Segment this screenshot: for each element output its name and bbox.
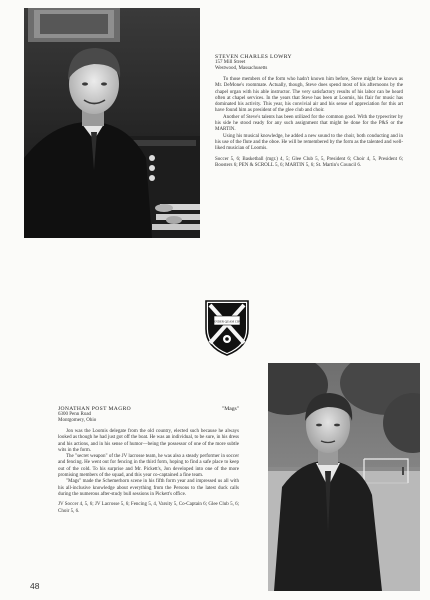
- student-photo-lowry: [24, 8, 200, 238]
- bio-paragraph: The "secret weapon" of the JV lacrosse team, he was also a steady performer in soccer and fencing. He went out for fencing in the third form, hoping to find a safe place to keep out of the cold. To his surprise and Mr. Pickett's, Jon developed into one of the more promising members of the squad, and this year co-captained a fine team.: [58, 454, 239, 479]
- activities-list: Soccer 5, 6; Basketball (mgr.) 4, 5; Glee Club 5, 5, President 6; Choir 4, 5, President 6; Boosters 6; PEN & SCROLL 5, 6; MARTIN 5, 6; St. Martin's Council 6.: [215, 156, 403, 168]
- student-photo-magro: [268, 363, 420, 591]
- address-street: 6300 Penn Road: [58, 412, 92, 417]
- bio-paragraph: "Mags" made the Schemerhorn scene in his fifth form year and impressed us all with his all-inclusive knowledge about everything from the Persons to the latest duck calls during the numerous after-study bull sessions in Pickett's office.: [58, 479, 239, 497]
- address-city: Westwood, Massachusetts: [215, 66, 268, 71]
- organ-photo-illustration: [24, 8, 200, 238]
- bio-paragraph: To those members of the form who hadn't known him before, Steve might be known as Mr. DeMone's roommate. Actually, though, Steve does spend most of his afternoons by the chapel organ with his able instructor. The very satisfactory results of his labor can be heard often at chapel services. In the years that Steve has been at Loomis, his flair for music has dominated his activity. This year, his convivial air and his sense of appreciation for this art have found him as president of the glee club and choir.: [215, 77, 403, 114]
- nickname: "Mags": [222, 406, 239, 412]
- address-city: Montgomery, Ohio: [58, 418, 97, 423]
- student-name: STEVEN CHARLES LOWRY: [215, 54, 292, 60]
- bio-paragraph: Another of Steve's talents has been utilized for the common good. With the typewriter by his side he stood ready for any such assignment that might be done for the P&S or the MARTIN.: [215, 114, 403, 133]
- shield-icon: [204, 299, 250, 357]
- page-number: 48: [30, 581, 40, 591]
- address-street: 157 Mill Street: [215, 60, 246, 65]
- student-name: JONATHAN POST MAGRO: [58, 406, 132, 412]
- bio-paragraph: Jon was the Loomis delegate from the old country, elected such because he always looked as though he had just got off the boat. He was an individual, to be sure, in his dress and his actions, and in his sense of humor—being the possessor of one of the more subtle wits in the form.: [58, 429, 239, 453]
- activities-list: JV Soccer 4, 5, 6; JV Lacrosse 5, 6; Fencing 5, 4, Varsity 5, Co-Captain 6; Glee Club 5, 6; Choir 5, 6.: [58, 502, 239, 514]
- crest-motto: INTENDER QUAM CIPERE: [208, 319, 246, 324]
- bio-lowry: [215, 54, 403, 169]
- outdoor-photo-illustration: [268, 363, 420, 591]
- bio-paragraph: Using his musical knowledge, he added a new sound to the choir, both conducting and in his use of the flute and the oboe. He will be remembered by the form as the talented and well-liked musician of Loomis.: [215, 133, 403, 152]
- school-crest: [204, 299, 250, 357]
- bio-magro: [58, 406, 239, 515]
